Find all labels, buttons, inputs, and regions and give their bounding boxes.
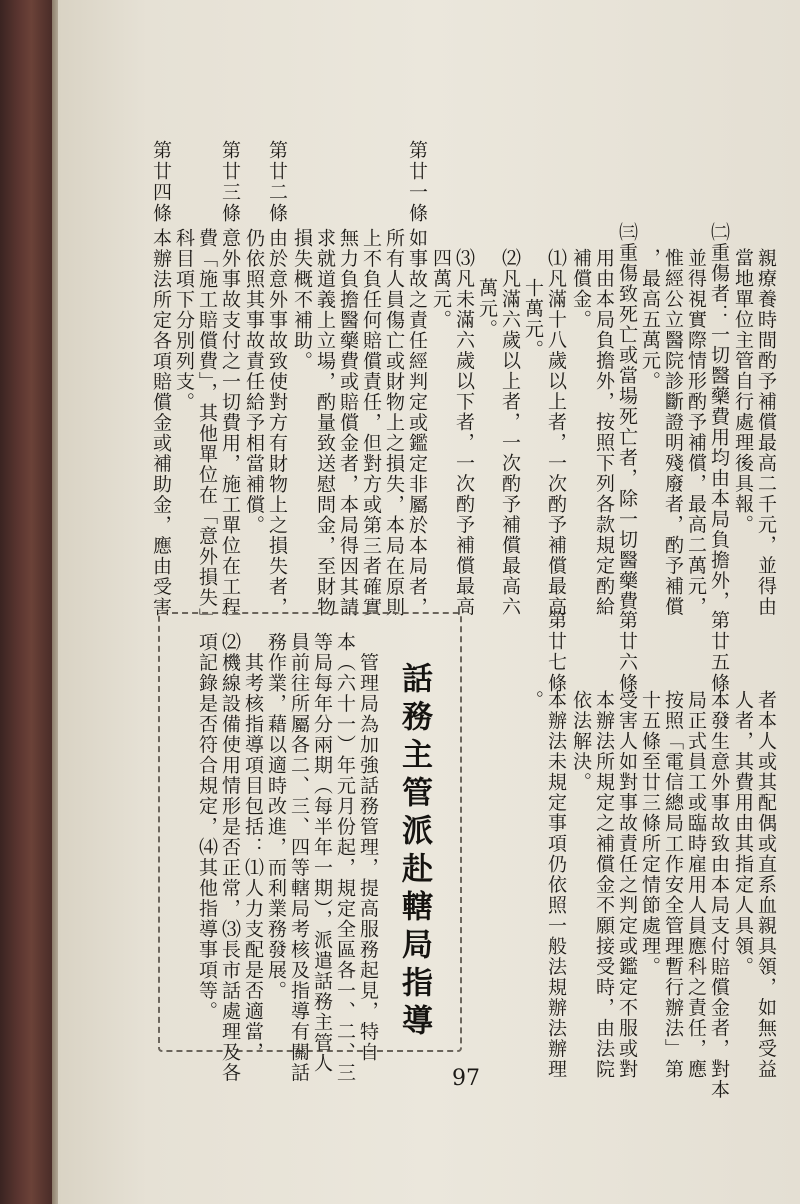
upper-right-line-11: 十萬元。	[522, 278, 544, 360]
upper-right-line-1: 親療養時間酌予補償最高二千元，並得由	[755, 248, 777, 617]
article-26-line-3: 依法解決。	[570, 690, 592, 793]
upper-right-line-2: 當地單位主管自行處理後具報。	[732, 248, 754, 535]
article-21-heading: 第廿一條	[406, 140, 428, 224]
article-23-line-1: 意外事故支付之一切費用，施工單位在工程	[219, 228, 241, 618]
article-24-heading: 第廿四條	[150, 140, 172, 224]
page-number: 97	[452, 1066, 480, 1091]
article-21-line-2: 所有人員傷亡或財物上之損失，本局在原則	[383, 228, 405, 618]
article-27-line-2: 。	[522, 690, 544, 711]
upper-right-line-10: ⑴凡滿十八歲以上者，一次酌予補償最高	[545, 248, 567, 617]
article-27-line-1: 本辦法未規定事項仍依照一般法規辦法辦理	[545, 690, 567, 1080]
news-line-1: 管理局為加強話務管理，提高服務起見，特自	[357, 632, 379, 1063]
article-25-line-2: 局正式員工或臨時雇用人員應科之責任，應	[685, 690, 707, 1080]
article-27-heading: 第廿七條	[545, 610, 567, 694]
news-line-2: 本（六十一）年元月份起，規定全區各一、二、三	[334, 632, 356, 1083]
article-22-line-1: 由於意外事故致使對方有財物上之損失者，	[266, 228, 288, 618]
upper-right-line-3: ㈡重傷者：一切醫藥費用均由本局負擔外，	[708, 222, 730, 612]
article-26-heading: 第廿六條	[616, 610, 638, 694]
upper-right-line-14: ⑶凡未滿六歲以下者，一次酌予補償最高	[453, 248, 475, 617]
upper-right-line-7: ㈢重傷致死亡或當場死亡者，除一切醫藥費	[616, 222, 638, 612]
upper-right-line-9: 補償金。	[570, 248, 592, 330]
article-24-line-1: 本辦法所定各項賠償金或補助金，應由受害	[150, 228, 172, 618]
article-25-line-3: 按照「電信總局工作安全管理暫行辦法」第	[662, 690, 684, 1080]
upper-right-line-12: ⑵凡滿六歲以上者，一次酌予補償最高六	[499, 248, 521, 617]
upper-right-line-4: 並得視實際情形酌予補償，最高二萬元，	[685, 248, 707, 617]
news-line-4: 員前往所屬各二、三、四等轄局考核及指導有關話	[288, 632, 310, 1083]
article-23-line-2: 費「施工賠償費」，其他單位在「意外損失」	[196, 228, 218, 629]
news-line-5: 務作業，藉以適時改進，而利業務發展。	[265, 632, 287, 1001]
article-25-heading: 第廿五條	[708, 610, 730, 694]
news-line-3: 等局每年分兩期（每半年一期），派遣話務主管人	[311, 632, 333, 1074]
upper-right-line-15: 四萬元。	[430, 248, 452, 330]
news-line-8: 項記錄是否符合規定，⑷其他指導事項等。	[196, 632, 218, 1022]
lower-right-line-2: 人者，其費用由其指定人具領。	[732, 690, 754, 977]
upper-right-line-5: 惟經公立醫院診斷證明殘廢者，酌予補償	[662, 248, 684, 617]
news-line-7: ⑵機線設備使用情形是否正常，⑶長市話處理及各	[219, 632, 241, 1083]
article-25-line-4: 十五條至廿三條所定情節處理。	[639, 690, 661, 977]
article-26-line-1: 受害人如對事故責任之判定或鑑定不服或對	[616, 690, 638, 1080]
lower-right-line-1: 者本人或其配偶或直系血親具領，如無受益	[755, 690, 777, 1080]
news-line-6: 其考核指導項目包括：⑴人力支配是否適當，	[242, 632, 264, 1063]
article-22-line-2: 仍依照其事故責任給予相當補償。	[243, 228, 265, 536]
article-25-line-1: 本發生意外事故致由本局支付賠償金者，對本	[708, 690, 730, 1100]
article-21-line-4: 無力負擔醫藥費或賠償金者，本局得因其請	[337, 228, 359, 618]
article-21-line-5: 求就道義上立場，酌量致送慰問金，至財物	[314, 228, 336, 618]
article-23-line-3: 科目項下分別列支。	[173, 228, 195, 413]
article-21-line-6: 損失概不補助。	[291, 228, 313, 372]
article-26-line-2: 本辦法所規定之補償金不願接受時，由法院	[593, 690, 615, 1080]
article-21-line-3: 上不負任何賠償責任，但對方或第三者確實	[360, 228, 382, 618]
article-22-heading: 第廿二條	[266, 140, 288, 224]
upper-right-line-8: 用由本局負擔外，按照下列各款規定酌給	[593, 248, 615, 617]
news-title: 話務主管派赴轄局指導	[396, 662, 432, 1042]
upper-right-line-13: 萬元。	[476, 278, 498, 340]
book-spine	[0, 0, 52, 1204]
article-21-line-1: 如事故之責任經判定或鑑定非屬於本局者，	[406, 228, 428, 618]
article-23-heading: 第廿三條	[219, 140, 241, 224]
upper-right-line-6: ，最高五萬元。	[639, 248, 661, 392]
